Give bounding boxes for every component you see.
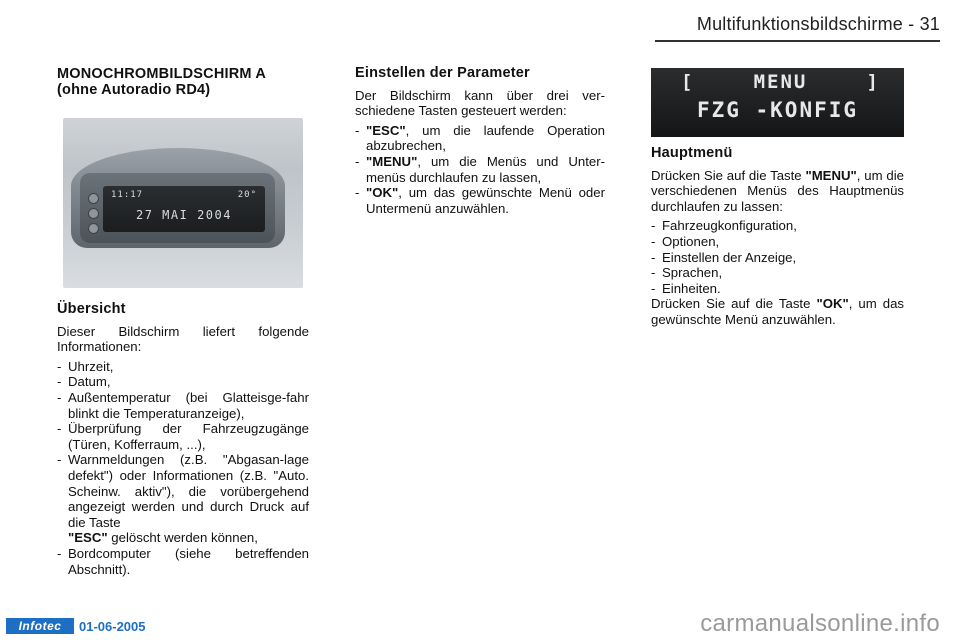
list-item: - Außentemperatur (bei Glatteisge-fahr blinkt die Temperaturanzeige), [57, 390, 309, 421]
bezel-button-icon [88, 223, 99, 234]
keys-list [355, 123, 605, 217]
key-label: "ESC" [366, 122, 406, 138]
footer-date: 01-06-2005 [79, 619, 146, 634]
list-item [355, 154, 605, 185]
list-item-text: gelöscht werden können, [107, 530, 258, 546]
main-menu-intro [651, 168, 904, 215]
key-label: "OK" [366, 185, 399, 201]
page-header-title: Multifunktionsbildschirme - 31 [696, 14, 940, 34]
menu-key-label: "MENU" [805, 167, 857, 183]
lcd-temperature: 20° [237, 190, 257, 200]
list-item: - Einstellen der Anzeige, [651, 250, 904, 266]
overview-list [57, 359, 309, 577]
parameters-intro: Der Bildschirm kann über drei ver-schiedene Tasten gesteuert werden: [355, 87, 605, 119]
menu-display-photo [651, 68, 904, 137]
list-item [57, 452, 309, 546]
key-label: "MENU" [366, 153, 418, 169]
section-title-line2: (ohne Autoradio RD4) [57, 82, 211, 98]
dashboard-display-photo [63, 118, 303, 288]
menu-display-line1 [681, 71, 880, 93]
column-right [651, 146, 904, 332]
text-span: , um die verschiedenen Menüs des Hauptmenüs durchlaufen zu lassen: [651, 167, 904, 214]
main-menu-heading: Hauptmenü [651, 145, 733, 161]
bracket-right: ] [866, 71, 880, 93]
list-item: - Überprüfung der Fahrzeugzugänge (Türen, Kofferraum, ...), [57, 421, 309, 452]
menu-display-title: MENU [753, 71, 808, 93]
esc-key-label: "ESC" [68, 530, 108, 546]
ok-key-label: "OK" [816, 296, 849, 312]
lcd-date: 27 MAI 2004 [136, 208, 232, 222]
overview-heading: Übersicht [57, 301, 126, 317]
list-item: - Optionen, [651, 234, 904, 250]
text-span: Drücken Sie auf die Taste [651, 296, 817, 312]
main-menu-outro [651, 296, 904, 327]
bracket-left: [ [681, 71, 695, 93]
column-middle [355, 66, 605, 216]
list-item [355, 185, 605, 216]
main-menu-list [651, 218, 904, 296]
section-title-line1: MONOCHROMBILDSCHIRM A [57, 66, 267, 82]
text-span: , um das gewünschte Menü anzuwählen. [651, 296, 904, 327]
list-item: - Uhrzeit, [57, 359, 309, 375]
section-title [57, 66, 309, 98]
infotec-logo: Infotec [6, 618, 74, 634]
parameters-heading: Einstellen der Parameter [355, 65, 530, 81]
lcd-time: 11:17 [111, 190, 144, 200]
key-description: , um das gewünschte Menü oder Untermenü anzuwählen. [366, 185, 605, 216]
monochrome-lcd [103, 186, 265, 232]
list-item: - Einheiten. [651, 281, 904, 297]
overview-section [57, 302, 309, 577]
key-description: , um die Menüs und Unter-menüs durchlaufen zu lassen, [366, 153, 605, 185]
key-description: , um die laufende Operation abzubrechen, [366, 122, 605, 154]
bezel-button-icon [88, 193, 99, 204]
watermark: carmanualsonline.info [700, 610, 940, 637]
list-item: - Fahrzeugkonfiguration, [651, 218, 904, 234]
overview-intro: Dieser Bildschirm liefert folgende Informationen: [57, 323, 309, 355]
text-span: Drücken Sie auf die Taste [651, 167, 806, 183]
list-item: - Bordcomputer (siehe betreffenden Abschnitt). [57, 546, 309, 577]
list-item: - Sprachen, [651, 265, 904, 281]
menu-display-line2: FZG -KONFIG [696, 98, 859, 122]
list-item-text: Warnmeldungen (z.B. "Abgasan-lage defekt") oder Informationen (z.B. "Auto. Scheinw. aktiv"), die vorübergehend angezeigt werden und durch Druck auf die Taste [68, 452, 309, 530]
list-item [355, 123, 605, 154]
header-rule [655, 40, 940, 42]
bezel-button-icon [88, 208, 99, 219]
list-item: - Datum, [57, 374, 309, 390]
column-left [57, 66, 309, 98]
